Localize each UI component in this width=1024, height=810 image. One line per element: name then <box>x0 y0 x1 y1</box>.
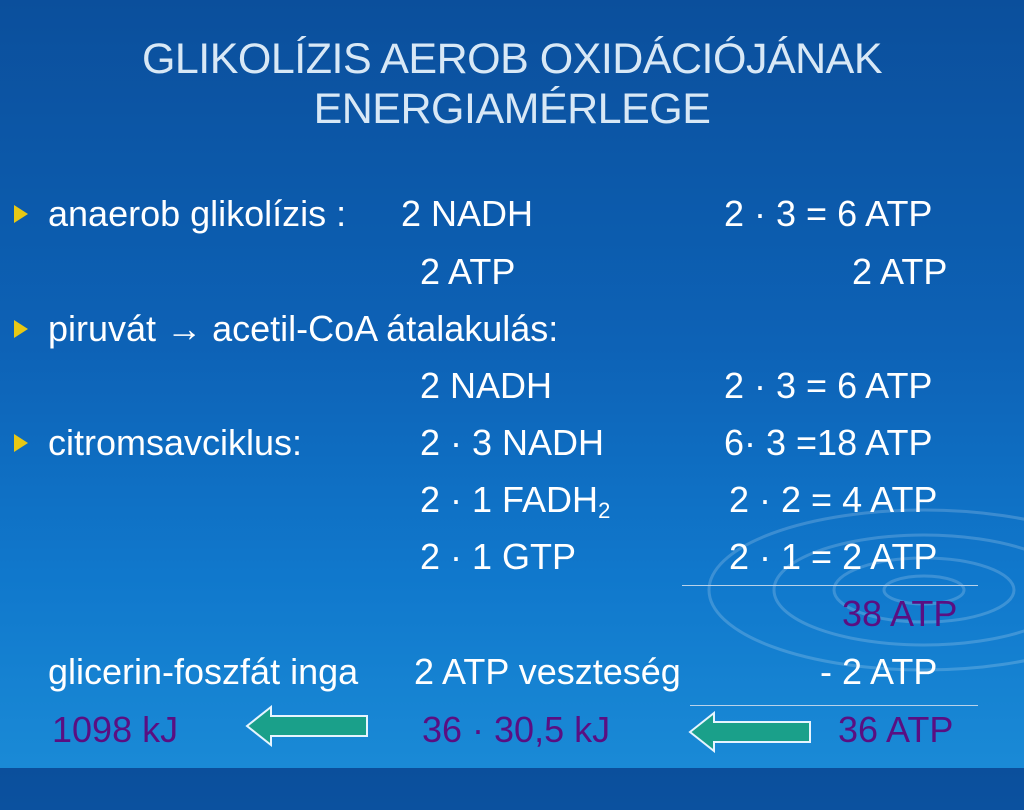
row1-mid: 2 NADH <box>401 193 534 234</box>
row2-right: 2 ATP <box>852 251 948 292</box>
slide-title <box>0 34 1024 134</box>
title-line-2: ENERGIAMÉRLEGE <box>313 85 711 133</box>
row5-right: 6· 3 =18 ATP <box>724 422 933 463</box>
loss-divider <box>690 705 978 706</box>
bullet-icon <box>14 320 28 338</box>
row3-label <box>48 309 558 349</box>
row2-mid: 2 ATP <box>420 251 516 292</box>
sum-divider <box>682 585 978 586</box>
left-arrow-icon <box>688 711 812 753</box>
row4-right: 2 · 3 = 6 ATP <box>724 365 933 406</box>
bullet-icon <box>14 434 28 452</box>
title-line-1: GLIKOLÍZIS AEROB OXIDÁCIÓJÁNAK <box>141 35 883 83</box>
row9-right: - 2 ATP <box>820 651 938 692</box>
row3-label-a: piruvát <box>48 308 157 349</box>
row10-mid: 36 · 30,5 kJ <box>422 709 611 750</box>
row1-right: 2 · 3 = 6 ATP <box>724 193 933 234</box>
row9-mid: 2 ATP veszteség <box>414 651 681 692</box>
bullet-icon <box>14 205 28 223</box>
row9-label: glicerin-foszfát inga <box>48 651 359 692</box>
row6-mid <box>420 479 611 523</box>
row6-subscript: 2 <box>598 498 611 523</box>
row5-mid: 2 · 3 NADH <box>420 422 605 463</box>
row3-label-b: acetil-CoA átalakulás: <box>212 308 559 349</box>
left-arrow-icon <box>245 705 369 747</box>
row6-right: 2 · 2 = 4 ATP <box>729 479 938 520</box>
row5-label: citromsavciklus: <box>48 422 303 463</box>
row8-total: 38 ATP <box>842 593 958 634</box>
row10-left: 1098 kJ <box>52 709 179 750</box>
row10-right: 36 ATP <box>838 709 954 750</box>
row6-mid-text: 2 · 1 FADH <box>420 479 599 520</box>
decorative-ripples <box>664 470 1024 810</box>
row4-mid: 2 NADH <box>420 365 553 406</box>
row7-mid: 2 · 1 GTP <box>420 536 577 577</box>
row7-right: 2 · 1 = 2 ATP <box>729 536 938 577</box>
row1-label: anaerob glikolízis : <box>48 193 347 234</box>
right-arrow-symbol: → <box>166 308 203 349</box>
